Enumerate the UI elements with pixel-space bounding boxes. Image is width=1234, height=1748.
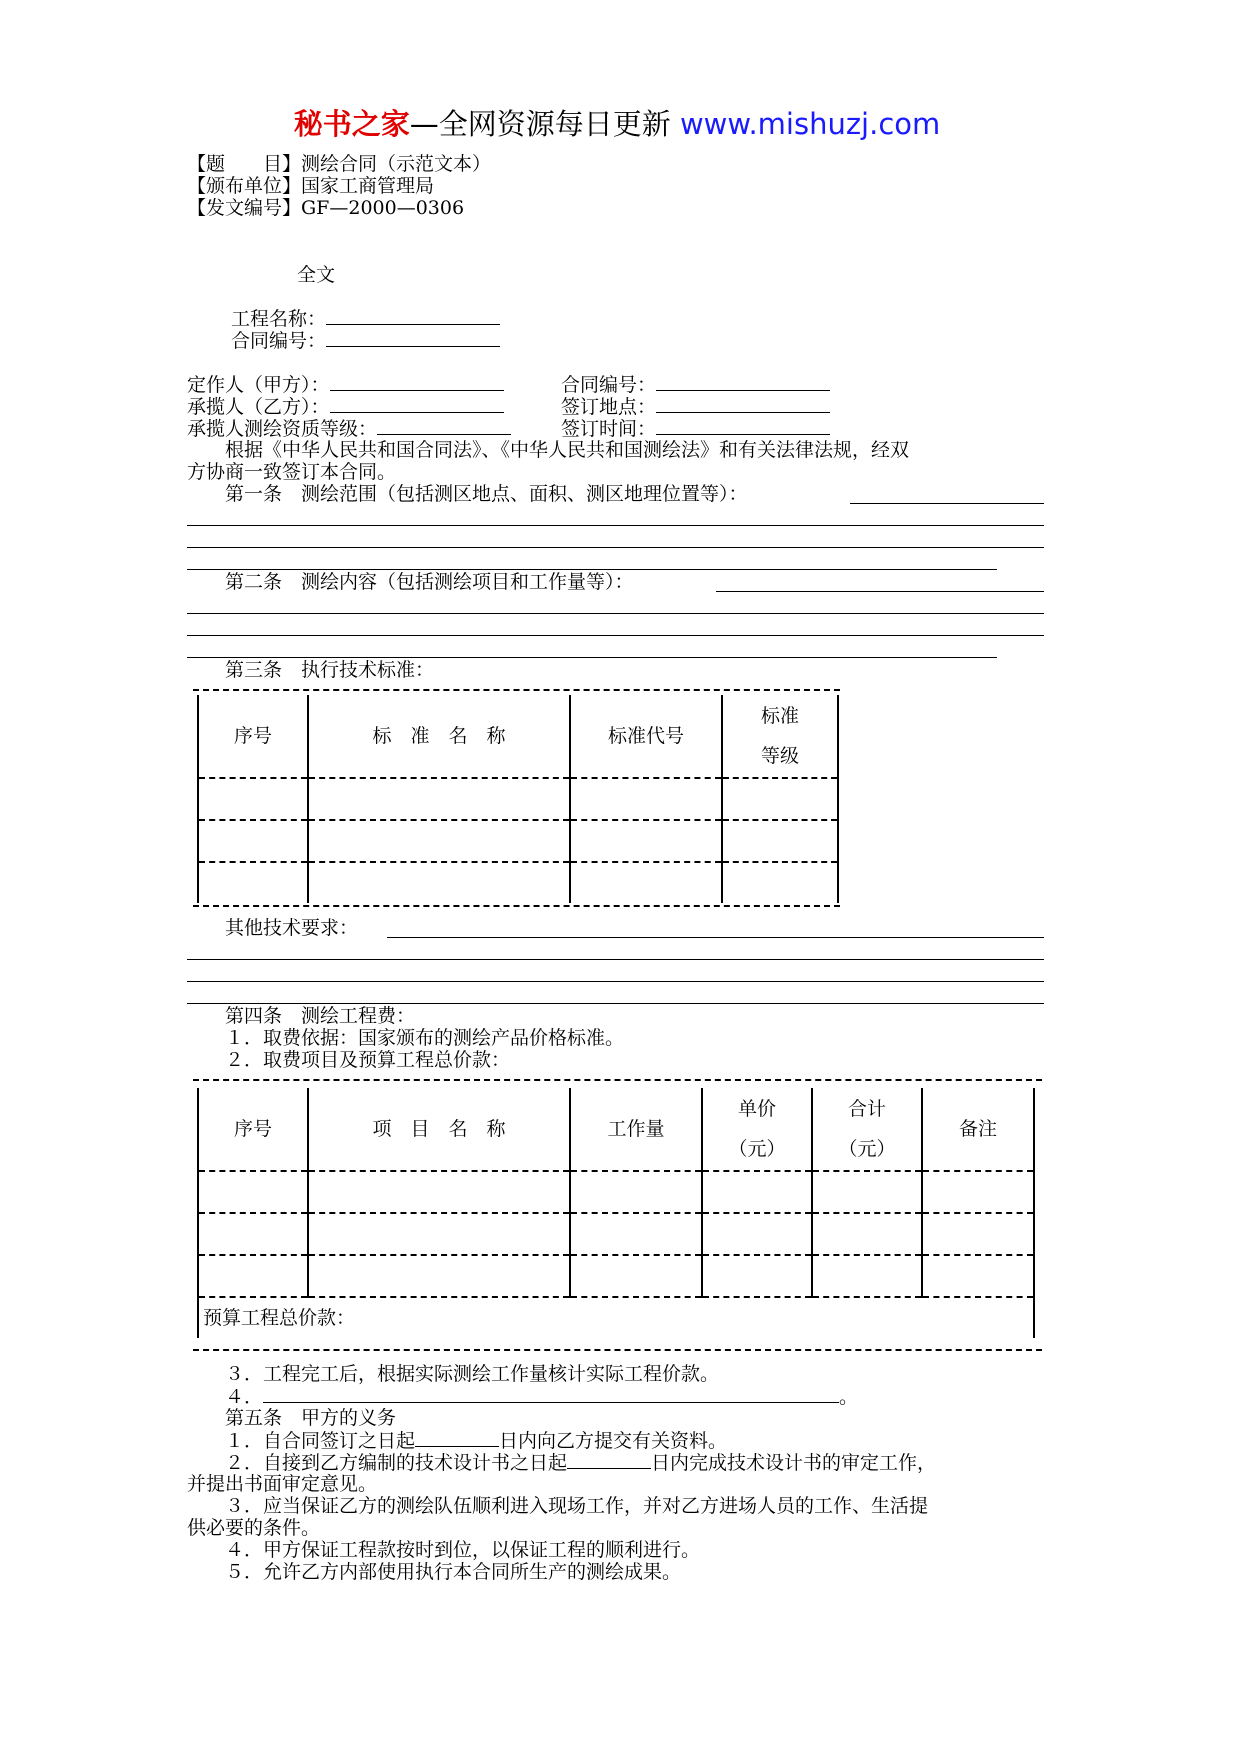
- table-cell[interactable]: [198, 820, 308, 862]
- project-name-blank[interactable]: [326, 307, 500, 325]
- sign-place-label: 签订地点：: [561, 396, 657, 418]
- meta-docno: 【发文编号】GF—2000—0306: [187, 197, 465, 219]
- other-requirements-blank-0[interactable]: [387, 937, 1044, 938]
- article-2-blank-3[interactable]: [187, 657, 997, 658]
- fulltext-label: 全文: [297, 264, 336, 286]
- article-5-item-2-a: ２．自接到乙方编制的技术设计书之日起: [187, 1452, 568, 1474]
- table-cell[interactable]: [308, 1255, 570, 1297]
- table-cell[interactable]: [570, 1213, 702, 1255]
- table-cell[interactable]: [198, 778, 308, 820]
- article-2-heading: 第二条 测绘内容（包括测绘项目和工作量等）：: [187, 571, 634, 593]
- contract-no-blank[interactable]: [326, 329, 500, 347]
- standards-table-bottom-border: [193, 905, 840, 907]
- fees-table-bottom-border: [193, 1349, 1042, 1351]
- other-requirements-blank-3[interactable]: [187, 1003, 1044, 1004]
- contract-no2-label: 合同编号：: [561, 374, 657, 396]
- article-4-item-4-prefix: ４．: [187, 1386, 264, 1408]
- table-cell[interactable]: [308, 778, 570, 820]
- fees-col-unit-price-line2: （元）: [728, 1138, 786, 1160]
- article-1-blank-3[interactable]: [187, 569, 997, 570]
- fees-col-item-name: 项 目 名 称: [308, 1088, 570, 1171]
- article-3-heading: 第三条 执行技术标准：: [187, 659, 435, 681]
- banner-url[interactable]: www.mishuzj.com: [670, 107, 941, 141]
- fees-col-quantity: 工作量: [570, 1088, 702, 1171]
- project-name-label: 工程名称：: [231, 308, 327, 330]
- table-cell[interactable]: [308, 1171, 570, 1213]
- table-cell[interactable]: [198, 1171, 308, 1213]
- standards-col-code: 标准代号: [570, 695, 722, 778]
- fees-col-remarks: 备注: [922, 1088, 1034, 1171]
- fees-total-cell[interactable]: [198, 1297, 1034, 1338]
- article-2-blank-1[interactable]: [187, 613, 1044, 614]
- table-cell[interactable]: [570, 820, 722, 862]
- fees-col-unit-price: [702, 1088, 812, 1171]
- fees-col-unit-price-line1: 单价: [737, 1098, 776, 1120]
- standards-col-index: 序号: [198, 695, 308, 778]
- table-cell[interactable]: [702, 1255, 812, 1297]
- table-row: [198, 1171, 1034, 1213]
- article-5-item-2-cont: 并提出书面审定意见。: [187, 1473, 378, 1495]
- table-cell[interactable]: [570, 1171, 702, 1213]
- table-cell[interactable]: [702, 1171, 812, 1213]
- article-5-item-1: [187, 1429, 727, 1451]
- article-4-heading: 第四条 测绘工程费：: [187, 1005, 416, 1027]
- table-row: [198, 1255, 1034, 1297]
- table-cell[interactable]: [308, 820, 570, 862]
- article-4-item-4-blank[interactable]: [263, 1385, 839, 1403]
- table-cell[interactable]: [812, 1213, 922, 1255]
- article-1-blank-0[interactable]: [850, 503, 1044, 504]
- article-5-item-4: ４．甲方保证工程款按时到位，以保证工程的顺利进行。: [187, 1539, 701, 1561]
- table-cell[interactable]: [922, 1171, 1034, 1213]
- standards-table: [197, 695, 839, 903]
- sign-time-blank[interactable]: [656, 417, 830, 435]
- party-a-blank[interactable]: [330, 373, 504, 391]
- qualification-label: 承揽人测绘资质等级：: [187, 418, 378, 440]
- article-4-item-1: １．取费依据：国家颁布的测绘产品价格标准。: [187, 1027, 625, 1049]
- fees-table: [197, 1088, 1035, 1338]
- article-5-item-5: ５．允许乙方内部使用执行本合同所生产的测绘成果。: [187, 1561, 682, 1583]
- sign-place-blank[interactable]: [656, 395, 830, 413]
- article-5-item-2-b: 日内完成技术设计书的审定工作，: [651, 1452, 937, 1474]
- qualification-blank[interactable]: [377, 417, 511, 435]
- standards-table-top-border: [193, 689, 840, 691]
- fees-col-total: [812, 1088, 922, 1171]
- site-banner: [0, 104, 1234, 144]
- table-cell[interactable]: [198, 1255, 308, 1297]
- sign-place-row: [561, 395, 830, 417]
- article-1-blank-1[interactable]: [187, 525, 1044, 526]
- article-5-item-1-b: 日内向乙方提交有关资料。: [499, 1430, 728, 1452]
- table-row: [198, 778, 838, 820]
- article-5-item-1-blank[interactable]: [415, 1429, 499, 1447]
- other-requirements-blank-1[interactable]: [187, 959, 1044, 960]
- table-cell[interactable]: [308, 1213, 570, 1255]
- table-row: [198, 862, 838, 903]
- preamble-line-1: 根据《中华人民共和国合同法》、《中华人民共和国测绘法》和有关法律法规，经双: [187, 439, 910, 461]
- table-cell[interactable]: [722, 778, 838, 820]
- other-requirements-label: 其他技术要求：: [187, 917, 359, 939]
- standards-col-level-line2: 等级: [760, 745, 799, 767]
- party-b-row: [187, 395, 504, 417]
- article-4-item-2: ２．取费项目及预算工程总价款：: [187, 1049, 511, 1071]
- article-1-heading: 第一条 测绘范围（包括测区地点、面积、测区地理位置等）：: [187, 483, 748, 505]
- table-row: [198, 1213, 1034, 1255]
- sign-time-label: 签订时间：: [561, 418, 657, 440]
- article-4-item-3: ３．工程完工后，根据实际测绘工作量核计实际工程价款。: [187, 1363, 720, 1385]
- preamble-line-2: 方协商一致签订本合同。: [187, 461, 397, 483]
- fees-table-header-row: [198, 1088, 1034, 1171]
- table-cell[interactable]: [922, 1255, 1034, 1297]
- table-cell[interactable]: [812, 1255, 922, 1297]
- table-cell[interactable]: [198, 862, 308, 903]
- table-cell[interactable]: [198, 1213, 308, 1255]
- standards-table-header-row: [198, 695, 838, 778]
- article-5-item-2-blank[interactable]: [567, 1451, 651, 1469]
- contract-no-row: [231, 329, 500, 351]
- article-5-item-3-cont: 供必要的条件。: [187, 1517, 321, 1539]
- article-5-item-3: ３．应当保证乙方的测绘队伍顺利进入现场工作，并对乙方进场人员的工作、生活提: [187, 1495, 929, 1517]
- party-b-blank[interactable]: [330, 395, 504, 413]
- table-cell[interactable]: [722, 820, 838, 862]
- banner-brand: 秘书之家: [293, 107, 410, 141]
- article-4-item-4: [187, 1385, 858, 1407]
- fees-table-top-border: [193, 1079, 1042, 1081]
- party-b-label: 承揽人（乙方）：: [187, 396, 330, 418]
- qualification-row: [187, 417, 511, 439]
- project-name-row: [231, 307, 500, 329]
- other-requirements-blank-2[interactable]: [187, 981, 1044, 982]
- fees-col-total-line1: 合计: [847, 1098, 886, 1120]
- article-5-heading: 第五条 甲方的义务: [187, 1407, 397, 1429]
- article-2-blank-0[interactable]: [716, 591, 1044, 592]
- fees-total-label: 预算工程总价款：: [203, 1307, 356, 1329]
- banner-slogan: —全网资源每日更新: [409, 107, 671, 141]
- table-cell[interactable]: [922, 1213, 1034, 1255]
- article-1-blank-2[interactable]: [187, 547, 1044, 548]
- party-a-label: 定作人（甲方）：: [187, 374, 330, 396]
- meta-issuer: 【颁布单位】国家工商管理局: [187, 175, 435, 197]
- fees-col-index: 序号: [198, 1088, 308, 1171]
- contract-no2-row: [561, 373, 830, 395]
- sign-time-row: [561, 417, 830, 439]
- table-cell[interactable]: [702, 1213, 812, 1255]
- standards-col-name: 标 准 名 称: [308, 695, 570, 778]
- standards-col-level: [722, 695, 838, 778]
- table-cell[interactable]: [722, 862, 838, 903]
- table-cell[interactable]: [308, 862, 570, 903]
- article-2-blank-2[interactable]: [187, 635, 1044, 636]
- meta-title: 【题 目】测绘合同（示范文本）: [187, 153, 492, 175]
- table-cell[interactable]: [812, 1171, 922, 1213]
- fees-col-total-line2: （元）: [838, 1138, 896, 1160]
- table-cell[interactable]: [570, 862, 722, 903]
- fees-total-row: [198, 1297, 1034, 1338]
- article-4-item-4-suffix: 。: [839, 1386, 859, 1408]
- contract-no-label: 合同编号：: [231, 330, 327, 352]
- table-cell[interactable]: [570, 778, 722, 820]
- article-5-item-2: [187, 1451, 936, 1473]
- table-cell[interactable]: [570, 1255, 702, 1297]
- standards-col-level-line1: 标准: [760, 705, 799, 727]
- contract-no2-blank[interactable]: [656, 373, 830, 391]
- party-a-row: [187, 373, 504, 395]
- table-row: [198, 820, 838, 862]
- article-5-item-1-a: １．自合同签订之日起: [187, 1430, 416, 1452]
